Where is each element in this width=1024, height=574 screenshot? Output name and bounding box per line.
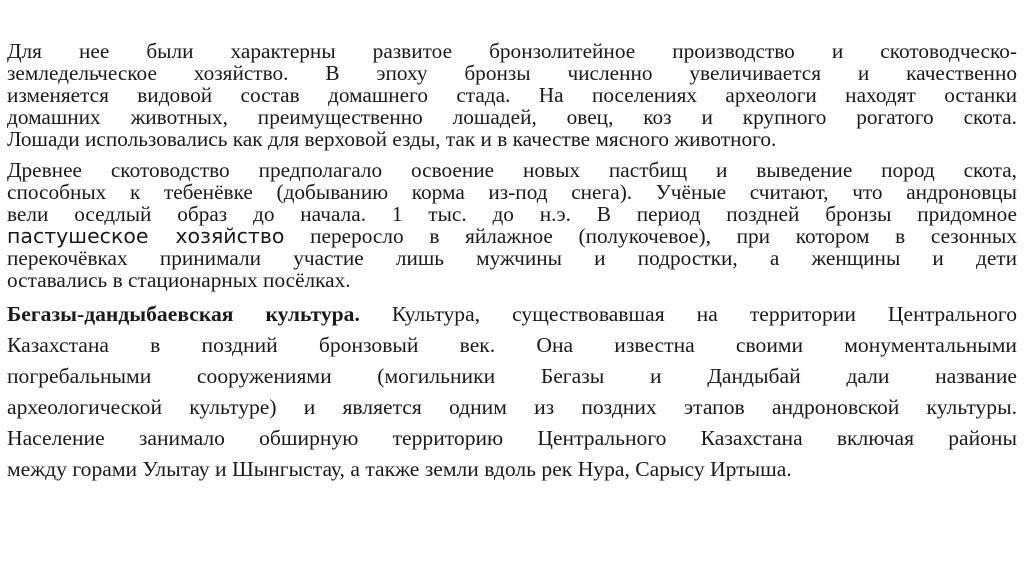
text-run: оставались в стационарных посёлках. [7,268,351,292]
text-run: земледельческое хозяйство. В эпоху бронзы численно увеличивается и качественно [7,61,1017,85]
text-run: археологической культуре) и является одним из поздних этапов андроновской культуры. [7,395,1017,419]
text-run: изменяется видовой состав домашнего стада. На поселениях археологи находят останки [7,83,1017,107]
text-line [7,361,1017,392]
text-line [7,159,1017,181]
paragraph-begazy-dandybai-culture [7,299,1017,485]
text-run: переросло в яйлажное (полукочевое), при котором в сезонных [284,224,1017,248]
text-line [7,247,1017,269]
text-run: Культура, существовавшая на территории Центрального [359,302,1018,326]
text-run: между горами Улытау и Шынгыстау, а также земли вдоль рек Нура, Сарысу Иртыша. [7,457,792,481]
text-line [7,62,1017,84]
text-run: погребальными сооружениями (могильники Бегазы и Дандыбай дали название [7,364,1017,388]
text-run: Население занимало обширную территорию Центрального Казахстана включая районы [7,426,1017,450]
text-line [7,392,1017,423]
text-body [7,40,1017,485]
paragraph-livestock-economy [7,40,1017,150]
text-line [7,423,1017,454]
text-run: Древнее скотоводство предполагало освоение новых пастбищ и выведение пород скота, [7,158,1017,182]
text-run: способных к тебенёвке (добыванию корма из-под снега). Учёные считают, что андроновцы [7,180,1017,204]
paragraph-ancient-pastoralism [7,159,1017,291]
text-run: Лошади использовались как для верховой езды, так и в качестве мясного животного. [7,127,777,151]
text-line [7,106,1017,128]
text-line [7,84,1017,106]
text-line [7,454,1017,485]
text-run: домашних животных, преимущественно лошадей, овец, коз и крупного рогатого скота. [7,105,1017,129]
text-run: вели оседлый образ до начала. 1 тыс. до н.э. В период поздней бронзы придомное [7,202,1017,226]
text-line [7,269,1017,291]
text-run: Казахстана в поздний бронзовый век. Она известна своими монументальными [7,333,1017,357]
text-line [7,203,1017,225]
text-run: перекочёвках принимали участие лишь мужчины и подростки, а женщины и дети [7,246,1017,270]
text-run: Для нее были характерны развитое бронзолитейное производство и скотоводческо- [7,39,1017,63]
term-heading: Бегазы-дандыбаевская культура. [7,302,360,326]
text-line [7,330,1017,361]
highlighted-term: пастушеское хозяйство [7,224,285,248]
text-line [7,128,1017,150]
text-line [7,299,1017,330]
text-line [7,40,1017,62]
text-line [7,225,1017,247]
text-line [7,181,1017,203]
